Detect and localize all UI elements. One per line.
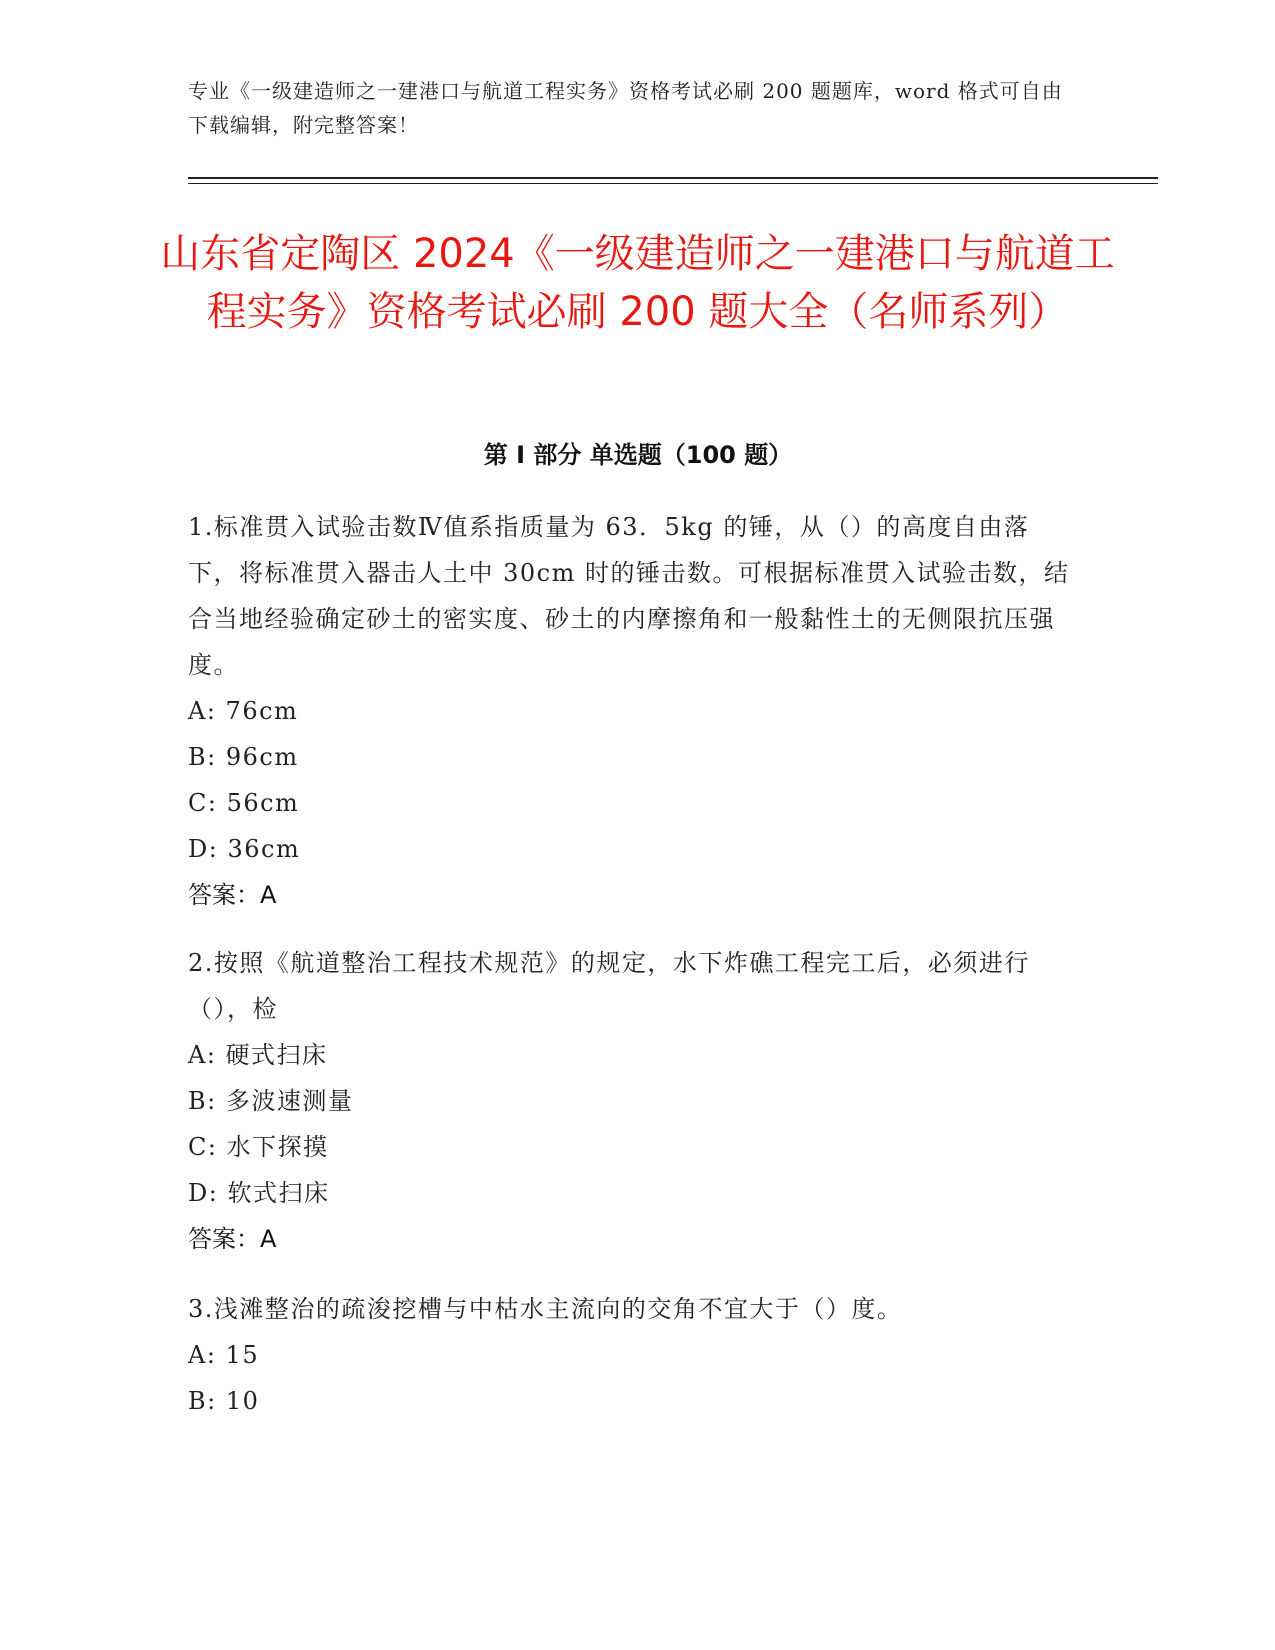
option-b: B: 多波速测量 — [188, 1087, 354, 1115]
option-c: C: 水下探摸 — [188, 1133, 329, 1161]
question-3 — [188, 1286, 1078, 1424]
header-divider-thin — [188, 183, 1158, 184]
option-a: A: 硬式扫床 — [188, 1041, 328, 1069]
document-title: 山东省定陶区 2024《一级建造师之一建港口与航道工程实务》资格考试必刷 200 题大全（名师系列） — [160, 231, 1115, 335]
header-divider-thick — [188, 177, 1158, 179]
option-b: B: 10 — [188, 1387, 260, 1415]
option-d: D: 软式扫床 — [188, 1179, 330, 1207]
question-stem: 2.按照《航道整治工程技术规范》的规定，水下炸礁工程完工后，必须进行（），检 — [188, 949, 1030, 1023]
section-heading: 第 I 部分 单选题（100 题） — [483, 441, 793, 469]
question-1 — [188, 504, 1078, 918]
question-2 — [188, 940, 1078, 1262]
option-a: A: 76cm — [188, 697, 299, 725]
answer-label: 答案：A — [188, 881, 277, 909]
option-c: C: 56cm — [188, 789, 300, 817]
question-stem: 3.浅滩整治的疏浚挖槽与中枯水主流向的交角不宜大于（）度。 — [188, 1295, 903, 1323]
header-note: 专业《一级建造师之一建港口与航道工程实务》资格考试必刷 200 题题库，word 格式可自由下载编辑，附完整答案！ — [188, 79, 1063, 137]
question-stem: 1.标准贯入试验击数Ⅳ值系指质量为 63．5kg 的锤，从（）的高度自由落下，将标准贯入器击人土中 30cm 时的锤击数。可根据标准贯入试验击数，结合当地经验确定砂土的密实度、砂土的内摩擦角和一般黏性土的无侧限抗压强度。 — [188, 513, 1070, 679]
option-d: D: 36cm — [188, 835, 301, 863]
option-a: A: 15 — [188, 1341, 260, 1369]
answer-label: 答案：A — [188, 1225, 277, 1253]
option-b: B: 96cm — [188, 743, 299, 771]
